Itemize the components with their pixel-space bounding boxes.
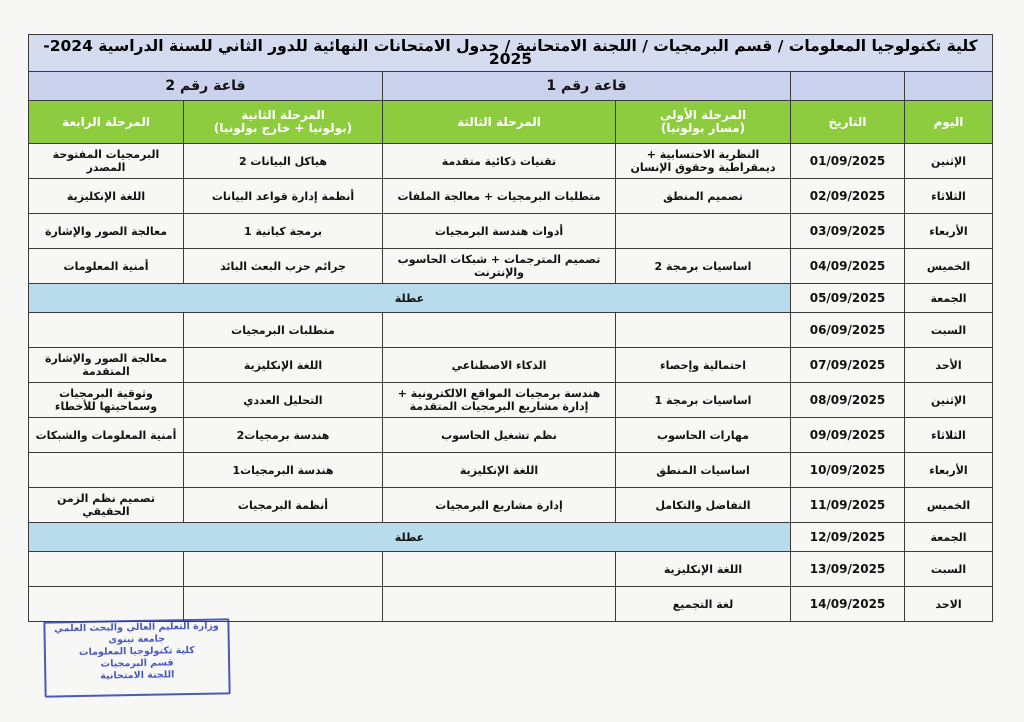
stage3-exam-cell: أدوات هندسة البرمجيات xyxy=(383,214,616,249)
stage2-exam-cell: هندسة البرمجيات1 xyxy=(184,453,383,488)
table-row xyxy=(29,179,993,214)
stage1-exam-cell: لغة التجميع xyxy=(616,587,791,622)
table-row xyxy=(29,249,993,284)
header-day: اليوم xyxy=(905,101,993,144)
stage1-exam-cell: احتمالية وإحصاء xyxy=(616,348,791,383)
date-cell: 02/09/2025 xyxy=(791,179,905,214)
stage4-exam-cell: أمنية المعلومات والشبكات xyxy=(29,418,184,453)
stage2-exam-cell xyxy=(184,552,383,587)
stage2-exam-cell xyxy=(184,587,383,622)
stamp-line-department: قسم البرمجيات xyxy=(100,657,174,670)
date-cell: 05/09/2025 xyxy=(791,284,905,313)
date-cell: 06/09/2025 xyxy=(791,313,905,348)
stage2-exam-cell: جرائم حزب البعث البائد xyxy=(184,249,383,284)
stage2-exam-cell: اللغة الإنكليزية xyxy=(184,348,383,383)
stage1-exam-cell: اساسيات المنطق xyxy=(616,453,791,488)
stage1-exam-cell: النظرية الاحتسابية + ديمقراطية وحقوق الإنسان xyxy=(616,144,791,179)
stage3-exam-cell: هندسة برمجيات المواقع الالكترونية + إدارة مشاريع البرمجيات المتقدمة xyxy=(383,383,616,418)
stage1-exam-cell: مهارات الحاسوب xyxy=(616,418,791,453)
day-cell: الأحد xyxy=(905,348,993,383)
stage3-exam-cell: إدارة مشاريع البرمجيات xyxy=(383,488,616,523)
schedule-title: كلية تكنولوجيا المعلومات / قسم البرمجيات / اللجنة الامتحانية / جدول الامتحانات النهائية للدور الثاني للسنة الدراسية 2024-2025 xyxy=(29,35,993,72)
stage1-exam-cell xyxy=(616,214,791,249)
table-row xyxy=(29,453,993,488)
committee-stamp xyxy=(43,618,230,697)
table-row xyxy=(29,214,993,249)
day-cell: الجمعة xyxy=(905,284,993,313)
table-row xyxy=(29,488,993,523)
stage2-exam-cell: متطلبات البرمجيات xyxy=(184,313,383,348)
date-cell: 13/09/2025 xyxy=(791,552,905,587)
day-cell: الأربعاء xyxy=(905,214,993,249)
header-stage3: المرحلة الثالثة xyxy=(383,101,616,144)
stage1-exam-cell: تصميم المنطق xyxy=(616,179,791,214)
stage4-exam-cell xyxy=(29,587,184,622)
day-cell: الأربعاء xyxy=(905,453,993,488)
date-cell: 03/09/2025 xyxy=(791,214,905,249)
day-cell: الخميس xyxy=(905,249,993,284)
date-cell: 08/09/2025 xyxy=(791,383,905,418)
table-row xyxy=(29,348,993,383)
hall-1-label: قاعة رقم 1 xyxy=(383,72,791,101)
stage3-exam-cell xyxy=(383,587,616,622)
date-cell: 09/09/2025 xyxy=(791,418,905,453)
day-cell: الخميس xyxy=(905,488,993,523)
day-cell: الإثنين xyxy=(905,144,993,179)
day-cell: الثلاثاء xyxy=(905,179,993,214)
date-cell: 10/09/2025 xyxy=(791,453,905,488)
hall-2-label: قاعة رقم 2 xyxy=(29,72,383,101)
date-cell: 01/09/2025 xyxy=(791,144,905,179)
stamp-line-ministry: وزارة التعليم العالي والبحث العلمي xyxy=(54,620,219,635)
stage3-exam-cell: تقنيات ذكائية متقدمة xyxy=(383,144,616,179)
stage2-exam-cell: التحليل العددي xyxy=(184,383,383,418)
exam-schedule-sheet xyxy=(28,34,992,644)
table-row xyxy=(29,418,993,453)
stage1-exam-cell: التفاضل والتكامل xyxy=(616,488,791,523)
day-cell: الثلاثاء xyxy=(905,418,993,453)
table-row xyxy=(29,552,993,587)
table-row xyxy=(29,144,993,179)
stage3-exam-cell: تصميم المترجمات + شبكات الحاسوب والإنترنت xyxy=(383,249,616,284)
day-cell: الجمعة xyxy=(905,523,993,552)
day-cell: السبت xyxy=(905,552,993,587)
stamp-line-college: كلية تكنولوجيا المعلومات xyxy=(78,644,195,659)
blank-hall-cell-day xyxy=(905,72,993,101)
header-stage4: المرحلة الرابعة xyxy=(29,101,184,144)
table-row xyxy=(29,587,993,622)
stage2-exam-cell: أنظمة إدارة قواعد البيانات xyxy=(184,179,383,214)
holiday-cell: عطلة xyxy=(29,284,791,313)
stage3-exam-cell: متطلبات البرمجيات + معالجة الملفات xyxy=(383,179,616,214)
stage1-exam-cell xyxy=(616,313,791,348)
exam-schedule-table xyxy=(28,34,993,622)
stage2-exam-cell: هياكل البيانات 2 xyxy=(184,144,383,179)
stage4-exam-cell xyxy=(29,313,184,348)
stage2-exam-cell: هندسة برمجيات2 xyxy=(184,418,383,453)
header-stage1: المرحلة الأولى (مسار بولونيا) xyxy=(616,101,791,144)
date-cell: 07/09/2025 xyxy=(791,348,905,383)
stage4-exam-cell: تصميم نظم الزمن الحقيقي xyxy=(29,488,184,523)
stage3-exam-cell: نظم تشغيل الحاسوب xyxy=(383,418,616,453)
header-date: التاريخ xyxy=(791,101,905,144)
date-cell: 04/09/2025 xyxy=(791,249,905,284)
stage4-exam-cell: معالجة الصور والإشارة xyxy=(29,214,184,249)
stage4-exam-cell: أمنية المعلومات xyxy=(29,249,184,284)
day-cell: الاحد xyxy=(905,587,993,622)
table-row xyxy=(29,383,993,418)
date-cell: 12/09/2025 xyxy=(791,523,905,552)
blank-hall-cell-date xyxy=(791,72,905,101)
stage3-exam-cell: الذكاء الاصطناعي xyxy=(383,348,616,383)
day-cell: الإثنين xyxy=(905,383,993,418)
stage3-exam-cell xyxy=(383,552,616,587)
day-cell: السبت xyxy=(905,313,993,348)
stage4-exam-cell xyxy=(29,552,184,587)
stage1-exam-cell: اللغة الإنكليزية xyxy=(616,552,791,587)
stage4-exam-cell xyxy=(29,453,184,488)
stage4-exam-cell: وثوقية البرمجيات وسماحيتها للأخطاء xyxy=(29,383,184,418)
stage4-exam-cell: اللغة الإنكليزية xyxy=(29,179,184,214)
stage3-exam-cell xyxy=(383,313,616,348)
stage1-exam-cell: اساسيات برمجة 1 xyxy=(616,383,791,418)
date-cell: 14/09/2025 xyxy=(791,587,905,622)
stage3-exam-cell: اللغة الإنكليزية xyxy=(383,453,616,488)
holiday-cell: عطلة xyxy=(29,523,791,552)
stage4-exam-cell: معالجة الصور والإشارة المتقدمة xyxy=(29,348,184,383)
table-row xyxy=(29,313,993,348)
stage1-exam-cell: اساسيات برمجة 2 xyxy=(616,249,791,284)
holiday-row xyxy=(29,284,993,313)
stage4-exam-cell: البرمجيات المفتوحة المصدر xyxy=(29,144,184,179)
header-stage2: المرحلة الثانية (بولونيا + خارج بولونيا) xyxy=(184,101,383,144)
holiday-row xyxy=(29,523,993,552)
stage2-exam-cell: برمجة كيانية 1 xyxy=(184,214,383,249)
date-cell: 11/09/2025 xyxy=(791,488,905,523)
stamp-line-university: جامعة نينوى xyxy=(108,633,166,646)
stage2-exam-cell: أنظمة البرمجيات xyxy=(184,488,383,523)
stamp-line-committee: اللجنة الامتحانية xyxy=(100,669,175,682)
